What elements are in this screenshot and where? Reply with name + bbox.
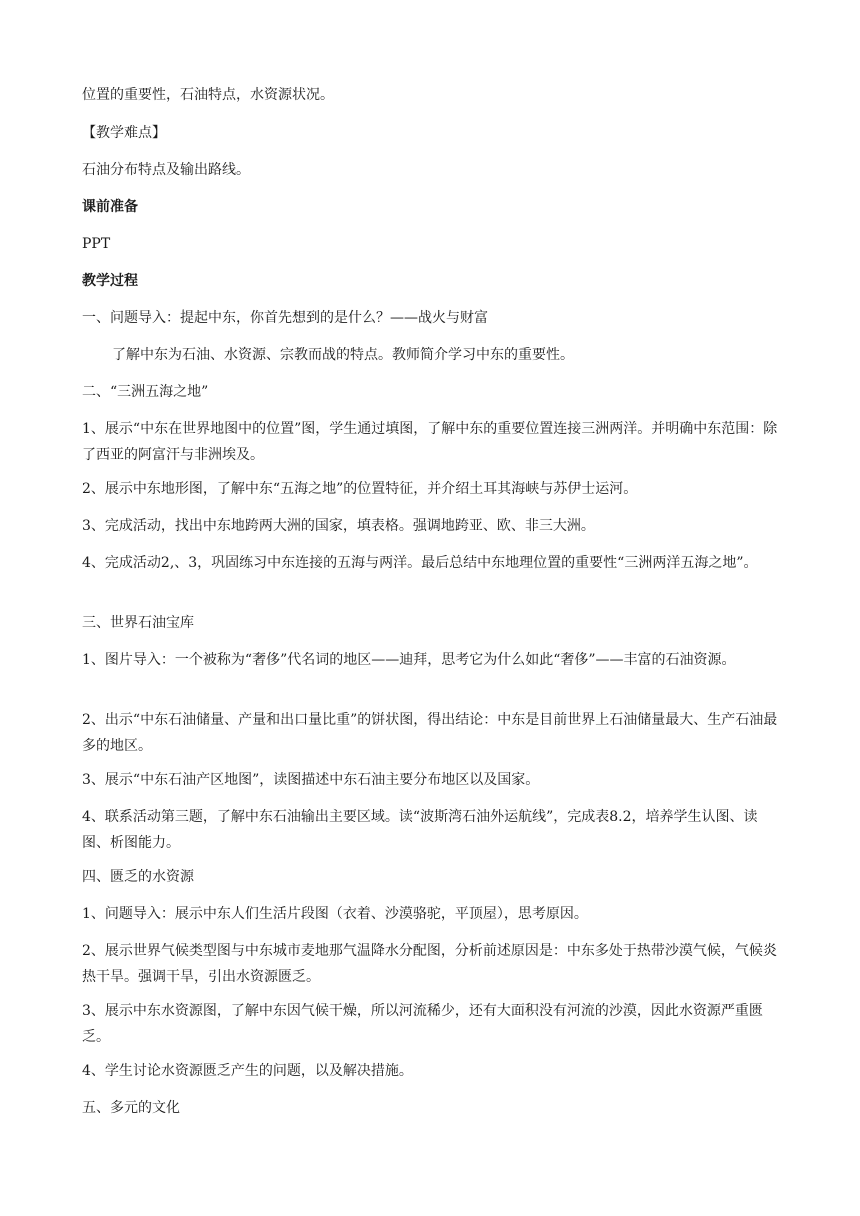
section-3-item-1: 1、图片导入：一个被称为“奢侈”代名词的地区——迪拜，思考它为什么如此“奢侈”——丰富的石油资源。 xyxy=(82,652,736,668)
section-2-item-1: 1、展示“中东在世界地图中的位置”图，学生通过填图，了解中东的重要位置连接三洲两洋。并明确中东范围：除了西亚的阿富汗与非洲埃及。 xyxy=(82,421,778,463)
paragraph-difficulty: 石油分布特点及输出路线。 xyxy=(82,162,250,178)
section-2-item-3: 3、完成活动，找出中东地跨两大洲的国家，填表格。强调地跨亚、欧、非三大洲。 xyxy=(82,518,595,534)
section-3-item-4: 4、联系活动第三题，了解中东石油输出主要区域。读“波斯湾石油外运航线”，完成表8.2，培养学生认图、读图、析图能力。 xyxy=(82,809,758,851)
section-2-title: 二、“三洲五海之地” xyxy=(82,384,209,400)
section-2-item-4: 4、完成活动2,、3，巩固练习中东连接的五海与两洋。最后总结中东地理位置的重要性“三洲两洋五海之地”。 xyxy=(82,555,758,571)
paragraph-ppt: PPT xyxy=(82,236,111,252)
section-4-title: 四、匮乏的水资源 xyxy=(82,869,194,885)
section-2-item-2: 2、展示中东地形图，了解中东“五海之地”的位置特征，并介绍土耳其海峡与苏伊士运河。 xyxy=(82,481,638,497)
section-4-item-2: 2、展示世界气候类型图与中东城市麦地那气温降水分配图，分析前述原因是：中东多处于热带沙漠气候，气候炎热干旱。强调干旱，引出水资源匮乏。 xyxy=(82,943,777,985)
section-3-item-2: 2、出示“中东石油储量、产量和出口量比重”的饼状图，得出结论：中东是目前世界上石油储量最大、生产石油最多的地区。 xyxy=(82,712,778,754)
section-1-paragraph: 了解中东为石油、水资源、宗教而战的特点。教师简介学习中东的重要性。 xyxy=(112,347,574,363)
section-4-item-4: 4、学生讨论水资源匮乏产生的问题，以及解决措施。 xyxy=(82,1063,413,1079)
heading-preparation: 课前准备 xyxy=(82,199,138,215)
section-3-item-3: 3、展示“中东石油产区地图”，读图描述中东石油主要分布地区以及国家。 xyxy=(82,772,540,788)
paragraph-key-points-continued: 位置的重要性，石油特点，水资源状况。 xyxy=(82,87,334,103)
section-3-title: 三、世界石油宝库 xyxy=(82,615,194,631)
section-1-title: 一、问题导入：提起中东，你首先想到的是什么？——战火与财富 xyxy=(82,310,488,326)
section-5-title: 五、多元的文化 xyxy=(82,1100,180,1116)
section-4-item-1: 1、问题导入：展示中东人们生活片段图（衣着、沙漠骆驼，平顶屋），思考原因。 xyxy=(82,906,588,922)
heading-teaching-difficulty: 【教学难点】 xyxy=(82,125,166,141)
heading-teaching-process: 教学过程 xyxy=(82,273,138,289)
section-4-item-3: 3、展示中东水资源图，了解中东因气候干燥，所以河流稀少，还有大面积没有河流的沙漠，因此水资源严重匮乏。 xyxy=(82,1003,763,1045)
